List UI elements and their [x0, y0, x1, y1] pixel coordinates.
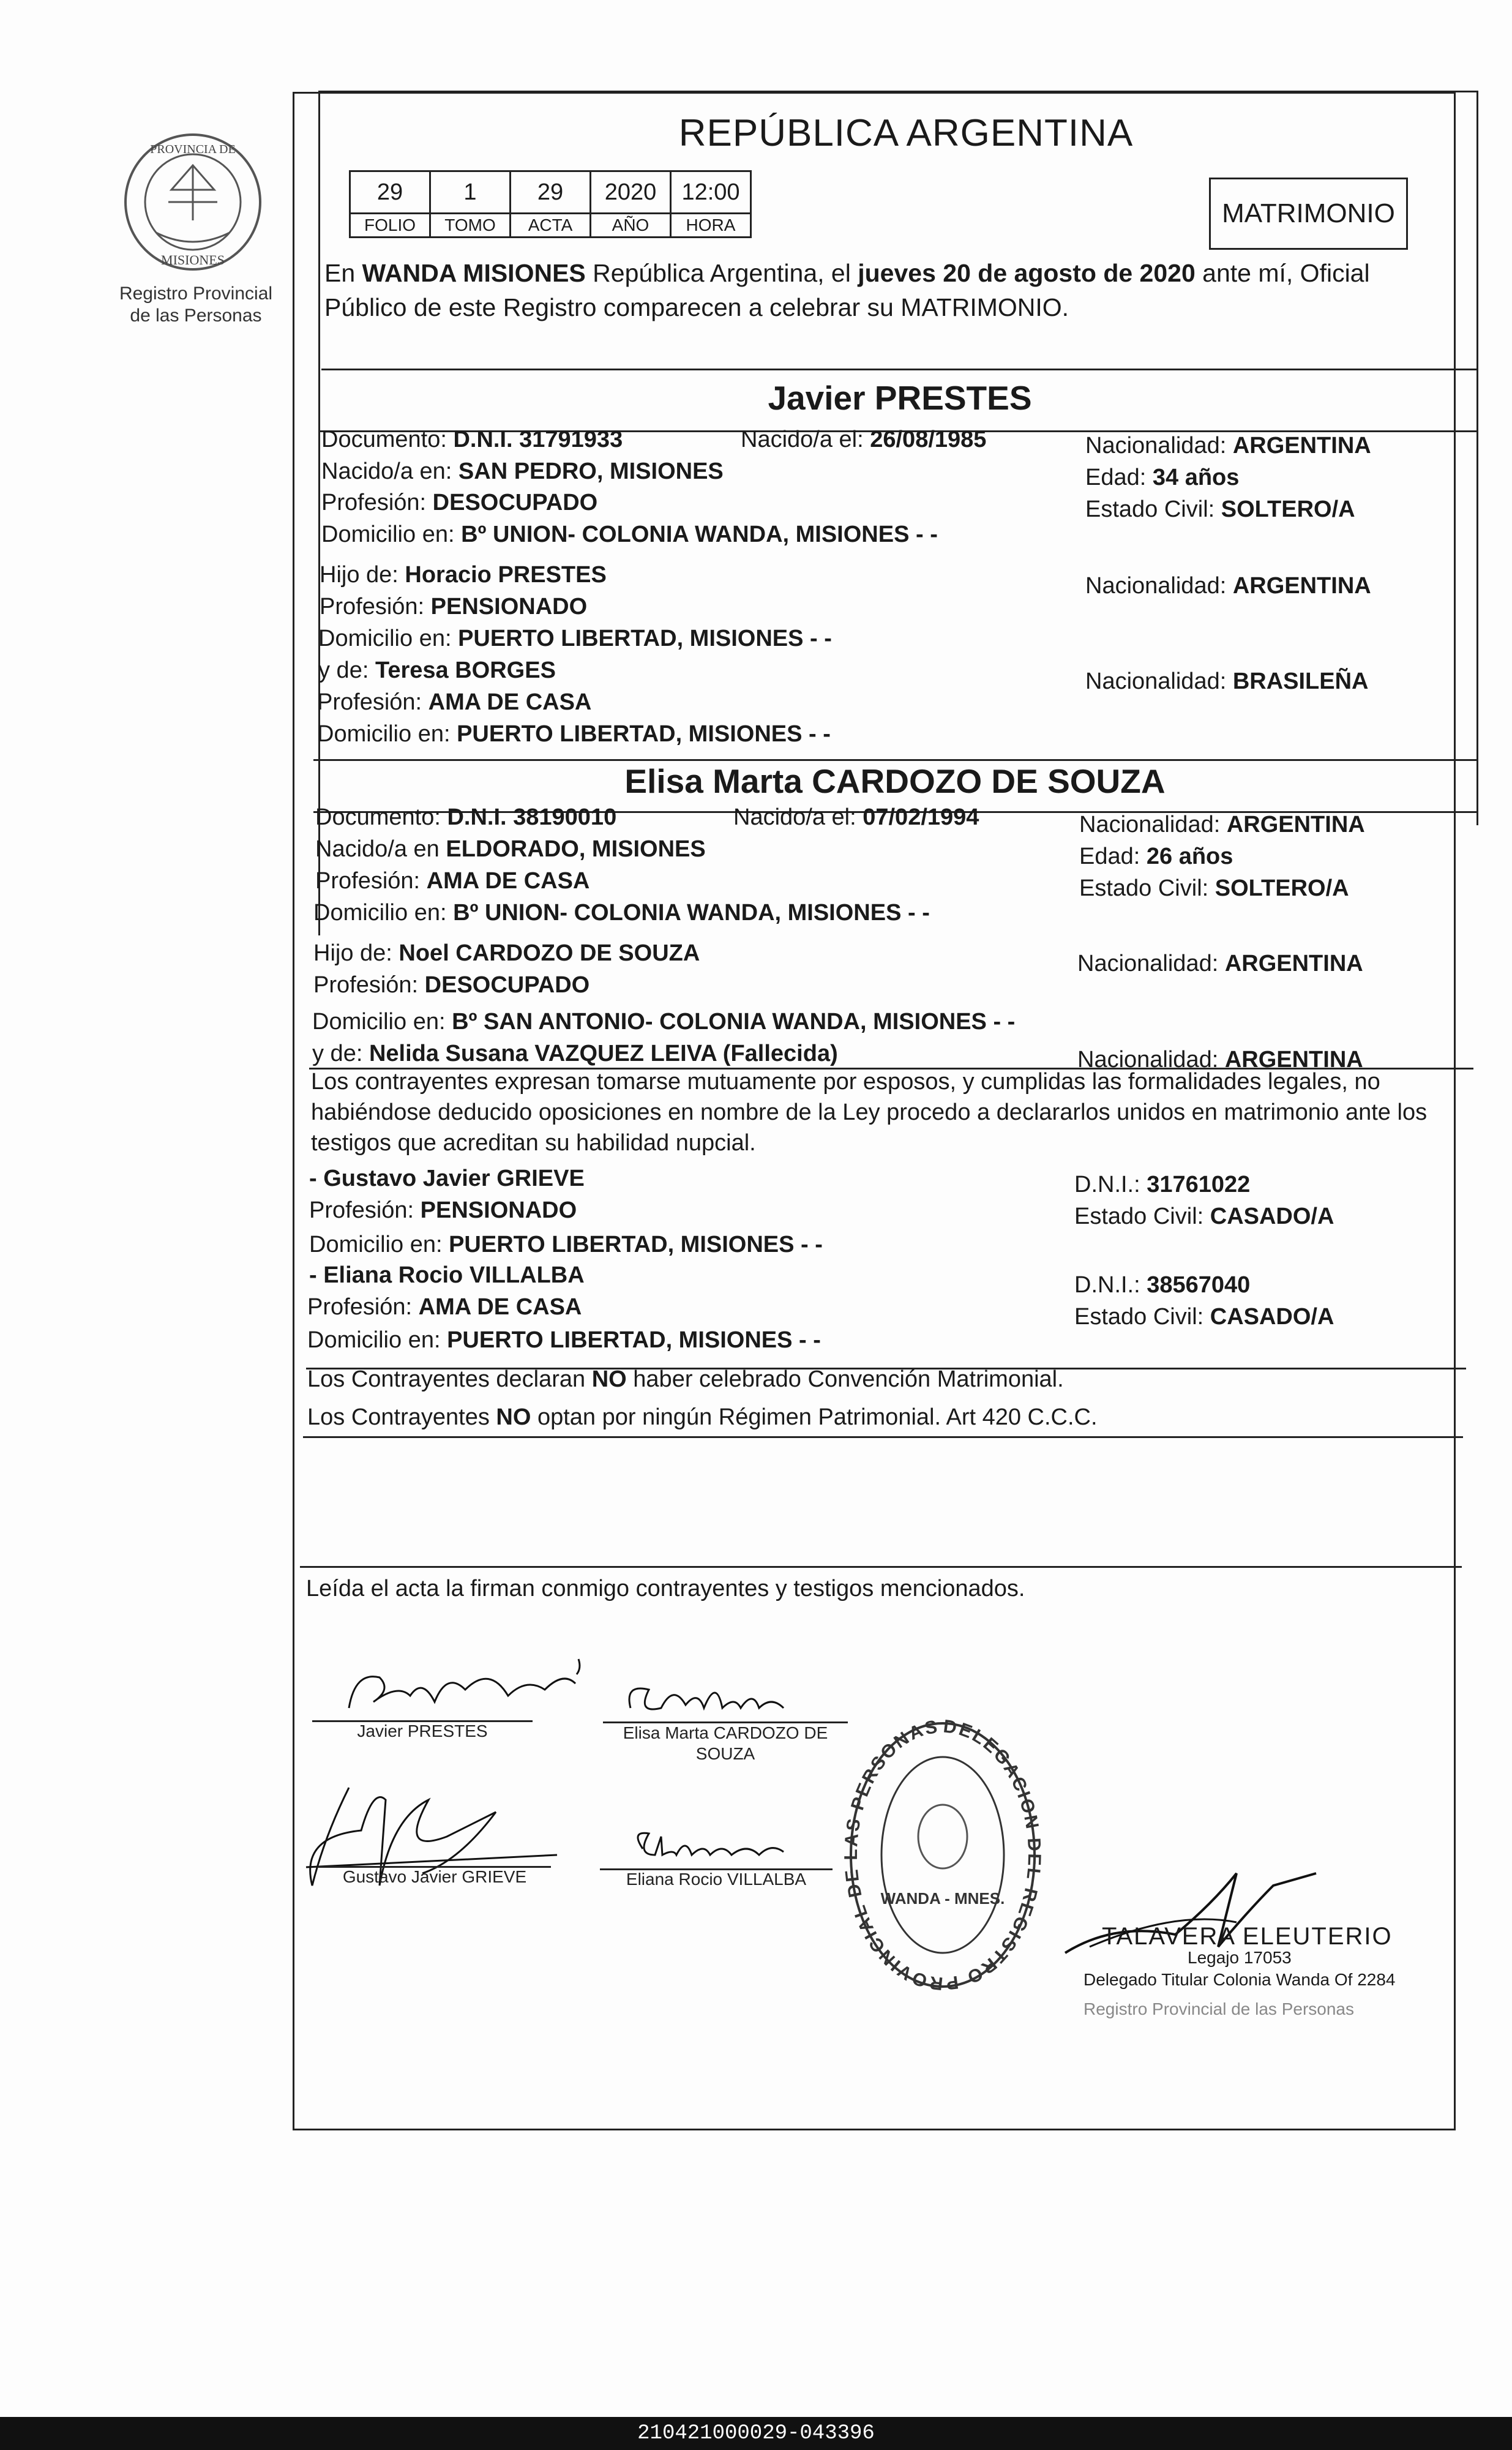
stamp-ring-text: DELEGACION DEL REGISTRO PROVINCIAL DE LAS PERSONAS [840, 1716, 1045, 1994]
witness2-civil: Estado Civil: CASADO/A [1074, 1304, 1334, 1330]
divider [303, 1436, 1463, 1438]
groom-civil: Estado Civil: SOLTERO/A [1085, 496, 1355, 522]
acta-value: 29 [511, 171, 591, 214]
witness1-dni: D.N.I.: 31761022 [1074, 1172, 1251, 1197]
top-border [318, 91, 1478, 92]
intro-line2: Público de este Registro comparecen a celebrar su MATRIMONIO. [324, 293, 1069, 321]
intro-text: En [324, 259, 362, 287]
bride-father-nat: Nacionalidad: ARGENTINA [1077, 951, 1363, 976]
divider [300, 1566, 1462, 1568]
witness2-dni: D.N.I.: 38567040 [1074, 1272, 1251, 1298]
registry-label-line2: de las Personas [130, 305, 262, 326]
bride-father-dom: Domicilio en: Bº SAN ANTONIO- COLONIA WANDA, MISIONES - - [312, 1009, 1016, 1035]
intro-date: 20 de agosto de 2020 [943, 259, 1196, 287]
page-title: REPÚBLICA ARGENTINA [678, 112, 1134, 154]
convention-line2: Los Contrayentes NO optan por ningún Régimen Patrimonial. Art 420 C.C.C. [307, 1404, 1098, 1430]
bride-prof: Profesión: AMA DE CASA [315, 868, 590, 894]
bride-name: Elisa Marta CARDOZO DE SOUZA [624, 762, 1166, 800]
intro-text: República Argentina, el [585, 259, 858, 287]
hora-label: HORA [671, 214, 751, 238]
witness1-prof: Profesión: PENSIONADO [309, 1197, 577, 1223]
groom-father-nat: Nacionalidad: ARGENTINA [1085, 573, 1371, 599]
official-role: Delegado Titular Colonia Wanda Of 2284 [1083, 1970, 1396, 1989]
bride-mother: y de: Nelida Susana VAZQUEZ LEIVA (Fallecida) [312, 1041, 838, 1066]
groom-father-dom: Domicilio en: PUERTO LIBERTAD, MISIONES - - [318, 626, 832, 651]
groom-nat: Nacionalidad: ARGENTINA [1085, 433, 1371, 459]
intro-text: ante mí, Oficial [1195, 259, 1370, 287]
acta-type-box: MATRIMONIO [1209, 178, 1408, 250]
groom-signature [343, 1653, 600, 1726]
groom-doc: Documento: D.N.I. 31791933 [321, 427, 623, 452]
seal-text-bottom: MISIONES [161, 252, 225, 268]
official-name: TALAVERA ELEUTERIO [1102, 1923, 1393, 1950]
bride-signature-name-line2: SOUZA [695, 1744, 755, 1763]
groom-mother: y de: Teresa BORGES [318, 657, 556, 683]
acta-label: ACTA [511, 214, 591, 238]
intro-weekday: jueves [858, 259, 936, 287]
groom-born-in: Nacido/a en: SAN PEDRO, MISIONES [321, 459, 724, 484]
bride-age: Edad: 26 años [1079, 844, 1233, 869]
bride-nat: Nacionalidad: ARGENTINA [1079, 812, 1365, 837]
groom-mother-dom: Domicilio en: PUERTO LIBERTAD, MISIONES - - [317, 721, 831, 747]
groom-prof: Profesión: DESOCUPADO [321, 490, 598, 515]
witness2-signature-name: Eliana Rocio VILLALBA [626, 1870, 807, 1889]
groom-born: Nacido/a el: 26/08/1985 [741, 427, 987, 452]
witness2-signature [624, 1824, 808, 1867]
bride-born: Nacido/a el: 07/02/1994 [733, 804, 979, 830]
divider [313, 759, 1476, 761]
intro-place: WANDA MISIONES [362, 259, 586, 287]
groom-mother-prof: Profesión: AMA DE CASA [317, 689, 592, 715]
witness2-dom: Domicilio en: PUERTO LIBERTAD, MISIONES - - [307, 1327, 821, 1353]
bride-signature [618, 1671, 802, 1726]
groom-dom: Domicilio en: Bº UNION- COLONIA WANDA, MISIONES - - [321, 522, 938, 547]
official-registry: Registro Provincial de las Personas [1083, 1999, 1354, 2018]
convention-line1: Los Contrayentes declaran NO haber celebrado Convención Matrimonial. [307, 1366, 1064, 1392]
bride-dom: Domicilio en: Bº UNION- COLONIA WANDA, MISIONES - - [313, 900, 930, 926]
provincia-misiones-seal [119, 129, 266, 275]
divider [321, 369, 1478, 370]
official-legajo: Legajo 17053 [1188, 1948, 1292, 1967]
anio-value: 2020 [591, 171, 671, 214]
hora-value: 12:00 [671, 171, 751, 214]
folio-value: 29 [350, 171, 430, 214]
anio-label: AÑO [591, 214, 671, 238]
groom-name: Javier PRESTES [768, 379, 1032, 417]
registry-label-line1: Registro Provincial [119, 283, 273, 304]
witness1-name: - Gustavo Javier GRIEVE [309, 1166, 585, 1191]
tomo-label: TOMO [430, 214, 511, 238]
folio-label: FOLIO [350, 214, 430, 238]
bride-signature-name [603, 1723, 848, 1764]
groom-mother-nat: Nacionalidad: BRASILEÑA [1085, 669, 1369, 694]
groom-age: Edad: 34 años [1085, 465, 1240, 490]
witness1-civil: Estado Civil: CASADO/A [1074, 1204, 1334, 1229]
bride-civil: Estado Civil: SOLTERO/A [1079, 875, 1349, 901]
witness1-dom: Domicilio en: PUERTO LIBERTAD, MISIONES - - [309, 1232, 823, 1257]
top-right-border [1476, 91, 1478, 825]
footer-code: 210421000029-043396 [0, 2417, 1512, 2450]
seal-text-top: PROVINCIA DE [150, 143, 236, 156]
closing-text: Leída el acta la firman conmigo contrayentes y testigos mencionados. [306, 1576, 1025, 1601]
witness1-signature-name: Gustavo Javier GRIEVE [342, 1867, 527, 1886]
registry-label [86, 283, 306, 327]
record-table [349, 170, 752, 238]
intro-paragraph [324, 256, 1475, 324]
bride-father-prof: Profesión: DESOCUPADO [313, 972, 590, 998]
bride-doc: Documento: D.N.I. 38190010 [315, 804, 617, 830]
groom-father-prof: Profesión: PENSIONADO [320, 594, 588, 620]
bride-mother-nat: Nacionalidad: ARGENTINA [1077, 1047, 1363, 1073]
official-stamp [833, 1708, 1053, 2002]
bride-signature-name-line1: Elisa Marta CARDOZO DE [623, 1723, 828, 1742]
declaration-text: Los contrayentes expresan tomarse mutuamente por esposos, y cumplidas las formalidades legales, no habiéndose deducido oposiciones en nombre de la Ley procedo a declararlos unidos en matrimonio ante los testigos que acreditan su habilidad nupcial. [311, 1069, 1428, 1156]
witness2-name: - Eliana Rocio VILLALBA [309, 1262, 585, 1288]
witness2-prof: Profesión: AMA DE CASA [307, 1294, 582, 1320]
groom-father: Hijo de: Horacio PRESTES [320, 562, 607, 588]
tomo-value: 1 [430, 171, 511, 214]
bride-father: Hijo de: Noel CARDOZO DE SOUZA [313, 940, 700, 966]
stamp-center-text: WANDA - MNES. [880, 1889, 1005, 1908]
bride-born-in: Nacido/a en ELDORADO, MISIONES [315, 836, 706, 862]
groom-signature-name: Javier PRESTES [357, 1721, 488, 1740]
